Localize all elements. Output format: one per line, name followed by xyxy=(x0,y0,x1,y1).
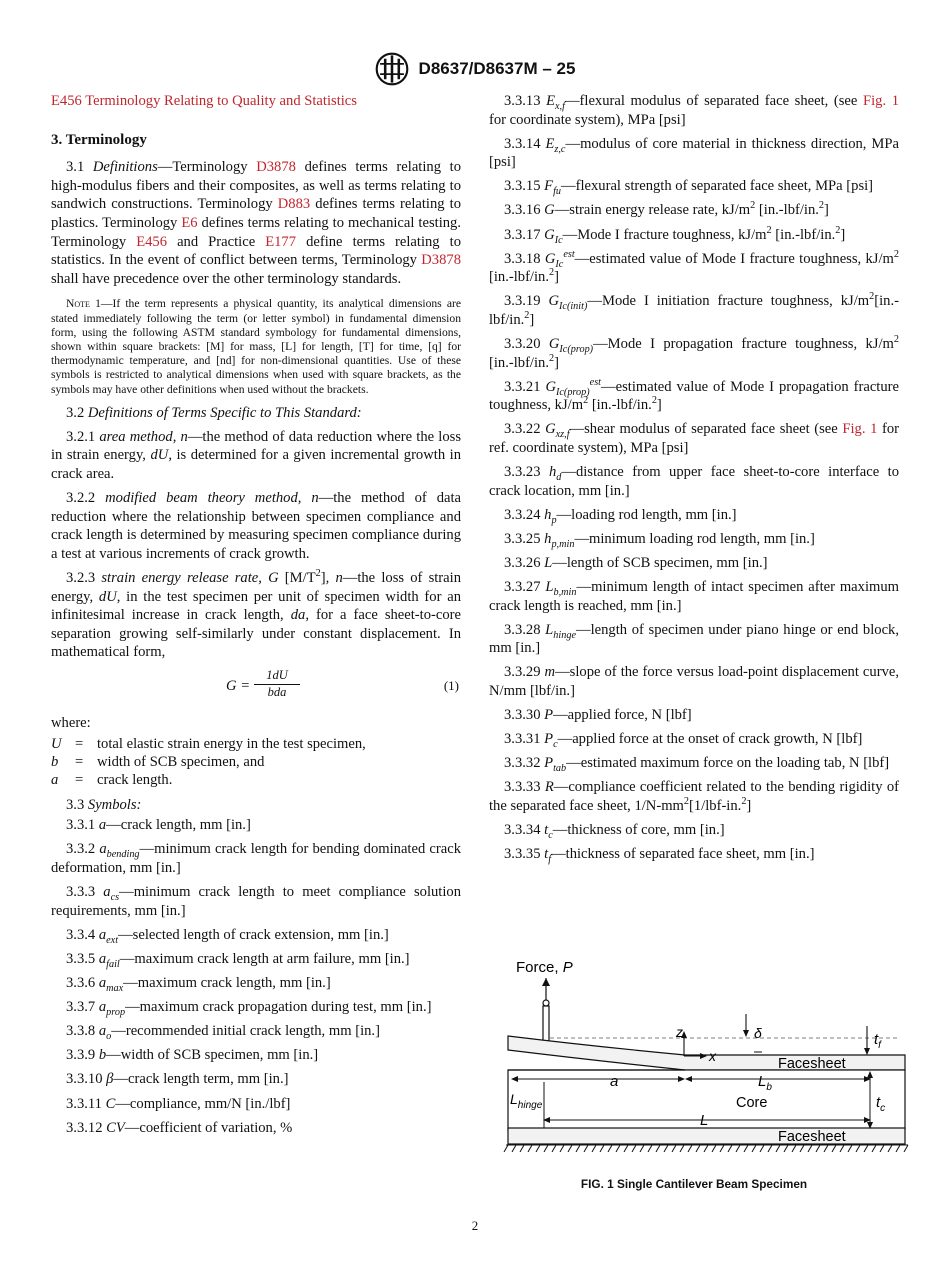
symbol-3-3-28: 3.3.28 $L_{hinge}—length$ of specimen under piano hinge or end block, mm [in.] xyxy=(489,621,899,657)
equation-numerator: 1dU xyxy=(254,668,300,685)
symbol-3-3-32: 3.3.32 $P_{tab}—estimated$ maximum force on the loading tab, N [lbf] xyxy=(504,755,890,775)
ref-link-d883[interactable]: D883 xyxy=(277,196,311,213)
symbol-3-3-7: 3.3.7 $a_{prop}—maximum$ crack propagation during test, mm [in.] xyxy=(66,999,432,1019)
page-header xyxy=(0,52,950,86)
symbol-3-3-24: 3.3.24 $h_p—loading$ rod length, mm [in.] xyxy=(504,506,737,526)
symbol-3-3-6: 3.3.6 $a_{max}—maximum$ crack length, mm [in.] xyxy=(66,975,331,994)
symbol-3-3-27: 3.3.27 $L_{b,min}—minimum$ length of intact specimen after maximum crack length is reached, mm [in.] xyxy=(489,579,899,614)
ref-link-fig1[interactable]: Fig. 1 xyxy=(862,93,899,109)
ref-link-e456[interactable]: E456 xyxy=(51,93,82,109)
symbol-3-3-29: 3.3.29 m—slope of the force versus load-point displacement curve, N/mm [lbf/in.] xyxy=(489,664,899,700)
where-row: a = crack length. xyxy=(51,772,173,789)
para-3-2: 3.2 Definitions of Terms Specific to This Standard: xyxy=(66,404,362,421)
symbol-3-3-14: 3.3.14 $E_{z,c}—modulus$ of core material in thickness direction, MPa [psi] xyxy=(489,135,899,171)
equation-lhs: G = xyxy=(226,677,251,694)
equation-denominator: bda xyxy=(267,684,287,699)
symbol-3-3-15: 3.3.15 $F_{fu}—flexural$ strength of separated face sheet, MPa [psi] xyxy=(504,178,874,198)
lb-label: $L_b$ xyxy=(758,1073,772,1093)
scb-specimen-diagram xyxy=(500,952,912,1152)
loading-rod xyxy=(543,1006,549,1042)
symbol-3-3-26: 3.3.26 L—length of SCB specimen, mm [in.] xyxy=(504,554,768,571)
core-label: Core xyxy=(736,1095,768,1111)
symbol-3-3-8: 3.3.8 $a_o—recommended$ initial crack length, mm [in.] xyxy=(66,1023,380,1043)
facesheet-bottom-label: Facesheet xyxy=(778,1129,846,1145)
where-table xyxy=(51,735,366,790)
standard-designation: D8637/D8637M – 25 xyxy=(418,59,576,78)
para-3-3: 3.3 Symbols: xyxy=(66,796,142,813)
symbol-3-3-31: 3.3.31 $P_c—applied$ force at the onset of crack growth, N [lbf] xyxy=(504,731,863,751)
force-label: Force, P xyxy=(516,959,573,976)
symbol-3-3-12: 3.3.12 CV—coefficient of variation, % xyxy=(66,1119,293,1136)
symbol-3-3-16: 3.3.16 G—strain energy release rate, $kJ/m^2$ [in.-lbf/in.$^2$] xyxy=(504,200,829,219)
symbol-3-3-21: 3.3.21 $G_{Ic(prop)}^{est}—estimated$ value of Mode I propagation fracture toughness, $kJ/m^2$ [in.-lbf/in.$^2$] xyxy=(489,376,899,414)
lhinge-label: $L_{hinge}$ xyxy=(510,1091,543,1111)
symbol-3-3-34: 3.3.34 $t_c—thickness$ of core, mm [in.] xyxy=(504,822,725,841)
where-row: b = width of SCB specimen, and xyxy=(51,753,265,770)
symbol-3-3-33: 3.3.33 R—compliance coefficient related to the bending rigidity of the separated face sheet, $1/N-mm^2[1/lbf-in.^2]$ xyxy=(489,779,899,814)
symbol-3-3-35: 3.3.35 $t_f—thickness$ of separated face sheet, mm [in.] xyxy=(504,846,815,866)
ref-link-e6[interactable]: E6 xyxy=(181,214,198,231)
tf-label: $t_f$ xyxy=(874,1031,881,1051)
symbol-3-3-4: 3.3.4 $a_{ext}—selected$ length of crack extension, mm [in.] xyxy=(66,926,389,946)
section-3-heading: 3. Terminology xyxy=(51,131,147,148)
where-label: where: xyxy=(51,714,91,731)
equation-fraction xyxy=(254,668,300,700)
left-column xyxy=(51,92,461,1143)
l-label: L xyxy=(700,1112,709,1129)
symbol-3-3-2: 3.3.2 $a_{bending}—minimum$ crack length for bending dominated crack deformation, mm [in.] xyxy=(51,841,461,877)
symbol-3-3-17: 3.3.17 $G_{Ic}—Mode$ I fracture toughness, $kJ/m^2$ [in.-lbf/in.$^2$] xyxy=(504,224,846,246)
right-column xyxy=(489,92,899,869)
ref-link-e177[interactable]: E177 xyxy=(265,233,297,250)
note-1: Note 1—If the term represents a physical quantity, its analytical dimensions are stated immediately following the term (or letter symbol) in fundamental dimension form, using the following ASTM standard symbology for fundamental dimensions, shown within square brackets: [M] for mass, [L] for length, [T] for time, [q] for thermodynamic temperature, and [nd] for non-dimensional quantities. Use of these symbols is restricted to analytical dimensions when used with square brackets, as the symbols may have other definitions when used without the brackets. xyxy=(51,297,461,396)
symbol-3-3-25: 3.3.25 $h_{p,min}—minimum$ loading rod length, mm [in.] xyxy=(504,530,815,550)
delta-arrowhead-icon xyxy=(743,1030,749,1037)
astm-logo-icon xyxy=(375,52,409,86)
figure-caption: FIG. 1 Single Cantilever Beam Specimen xyxy=(580,1177,808,1191)
symbol-3-3-11: 3.3.11 C—compliance, mm/N [in./lbf] xyxy=(66,1095,291,1112)
delta-label: δ xyxy=(754,1025,762,1041)
symbol-3-3-9: 3.3.9 b—width of SCB specimen, mm [in.] xyxy=(66,1047,319,1064)
force-arrowhead-icon xyxy=(542,978,550,986)
facesheet-top-label: Facesheet xyxy=(778,1056,846,1072)
a-label: a xyxy=(610,1073,619,1090)
symbol-3-3-23: 3.3.23 $h_d—distance$ from upper face sheet-to-core interface to crack location, mm [in.] xyxy=(489,464,899,499)
z-label: z xyxy=(676,1024,683,1040)
symbol-3-3-22: 3.3.22 $G_{xz,f}—shear$ modulus of separated face sheet (see Fig. 1 for ref. coordinate system), MPa [psi] xyxy=(489,421,899,456)
symbol-3-3-3: 3.3.3 $a_{cs}—minimum$ crack length to meet compliance solution requirements, mm [in.] xyxy=(51,884,462,919)
ref-link-d3878[interactable]: D3878 xyxy=(256,159,296,176)
x-label: x xyxy=(709,1048,716,1064)
symbol-3-3-5: 3.3.5 $a_{fail}—maximum$ crack length at arm failure, mm [in.] xyxy=(66,950,410,970)
symbol-3-3-13: 3.3.13 $E_{x,f}—flexural$ modulus of separated face sheet, (see Fig. 1 for coordinate system), MPa [psi] xyxy=(489,93,899,128)
symbol-3-3-18: 3.3.18 $G_{Ic}^{est}—estimated$ value of Mode I fracture toughness, $kJ/m^2$ [in.-lbf/in.$^2$] xyxy=(489,248,899,286)
ref-link-e456[interactable]: E456 xyxy=(136,233,168,250)
para-3-1: 3.1 Definitions—Terminology D3878 defines terms relating to high-modulus fibers and their composites, as well as terms relating to sandwich constructions. Terminology D883 defines terms relating to plastics. Terminology E6 defines terms relating to mechanical testing. Terminology E456 and Practice E177 define terms relating to statistics. In the event of conflict between terms, Terminology D3878 shall have precedence over the other terminology standards. xyxy=(51,159,461,287)
ref-link-d3878-2[interactable]: D3878 xyxy=(421,252,461,269)
symbol-3-3-1: 3.3.1 a—crack length, mm [in.] xyxy=(66,817,251,834)
loading-pin xyxy=(543,1000,549,1006)
where-row: U = total elastic strain energy in the test specimen, xyxy=(51,735,366,752)
para-3-2-1: 3.2.1 area method, n—the method of data reduction where the loss in strain energy, dU, is determined for a given incremental growth in crack area. xyxy=(51,428,461,483)
symbol-3-3-30: 3.3.30 P—applied force, N [lbf] xyxy=(504,707,692,724)
figure-1 xyxy=(500,952,912,1152)
page-number: 2 xyxy=(471,1218,479,1233)
symbol-3-3-20: 3.3.20 $G_{Ic(prop)}—Mode$ I propagation fracture toughness, $kJ/m^2$ [in.-lbf/in.$^2$] xyxy=(489,334,899,371)
symbol-3-3-19: 3.3.19 $G_{Ic(init)}—Mode$ I initiation fracture toughness, $kJ/m^2[in.-lbf/in.^2]$ xyxy=(489,291,899,328)
fixed-base-hatching xyxy=(504,1145,908,1152)
para-3-2-3: 3.2.3 strain energy release rate, G $[M/T^2]$, n—the loss of strain energy, dU, in the test specimen per unit of specimen width for an infinitesimal increase in crack length, da, for a face sheet-to-core separation growing self-similarly under constant displacement. In mathematical form, xyxy=(51,568,461,661)
ref-link-fig1-2[interactable]: Fig. 1 xyxy=(842,421,878,438)
equation-1 xyxy=(51,668,461,704)
para-3-2-2: 3.2.2 modified beam theory method, n—the method of data reduction where the relationship between specimen compliance and crack length is determined by measuring specimen compliance during a test at various increments of crack growth. xyxy=(51,490,462,562)
tc-label: $t_c$ xyxy=(876,1094,886,1114)
symbol-3-3-10: 3.3.10 β—crack length term, mm [in.] xyxy=(66,1071,289,1088)
equation-number: (1) xyxy=(443,677,459,693)
reference-e456: E456 Terminology Relating to Quality and Statistics xyxy=(51,93,357,109)
